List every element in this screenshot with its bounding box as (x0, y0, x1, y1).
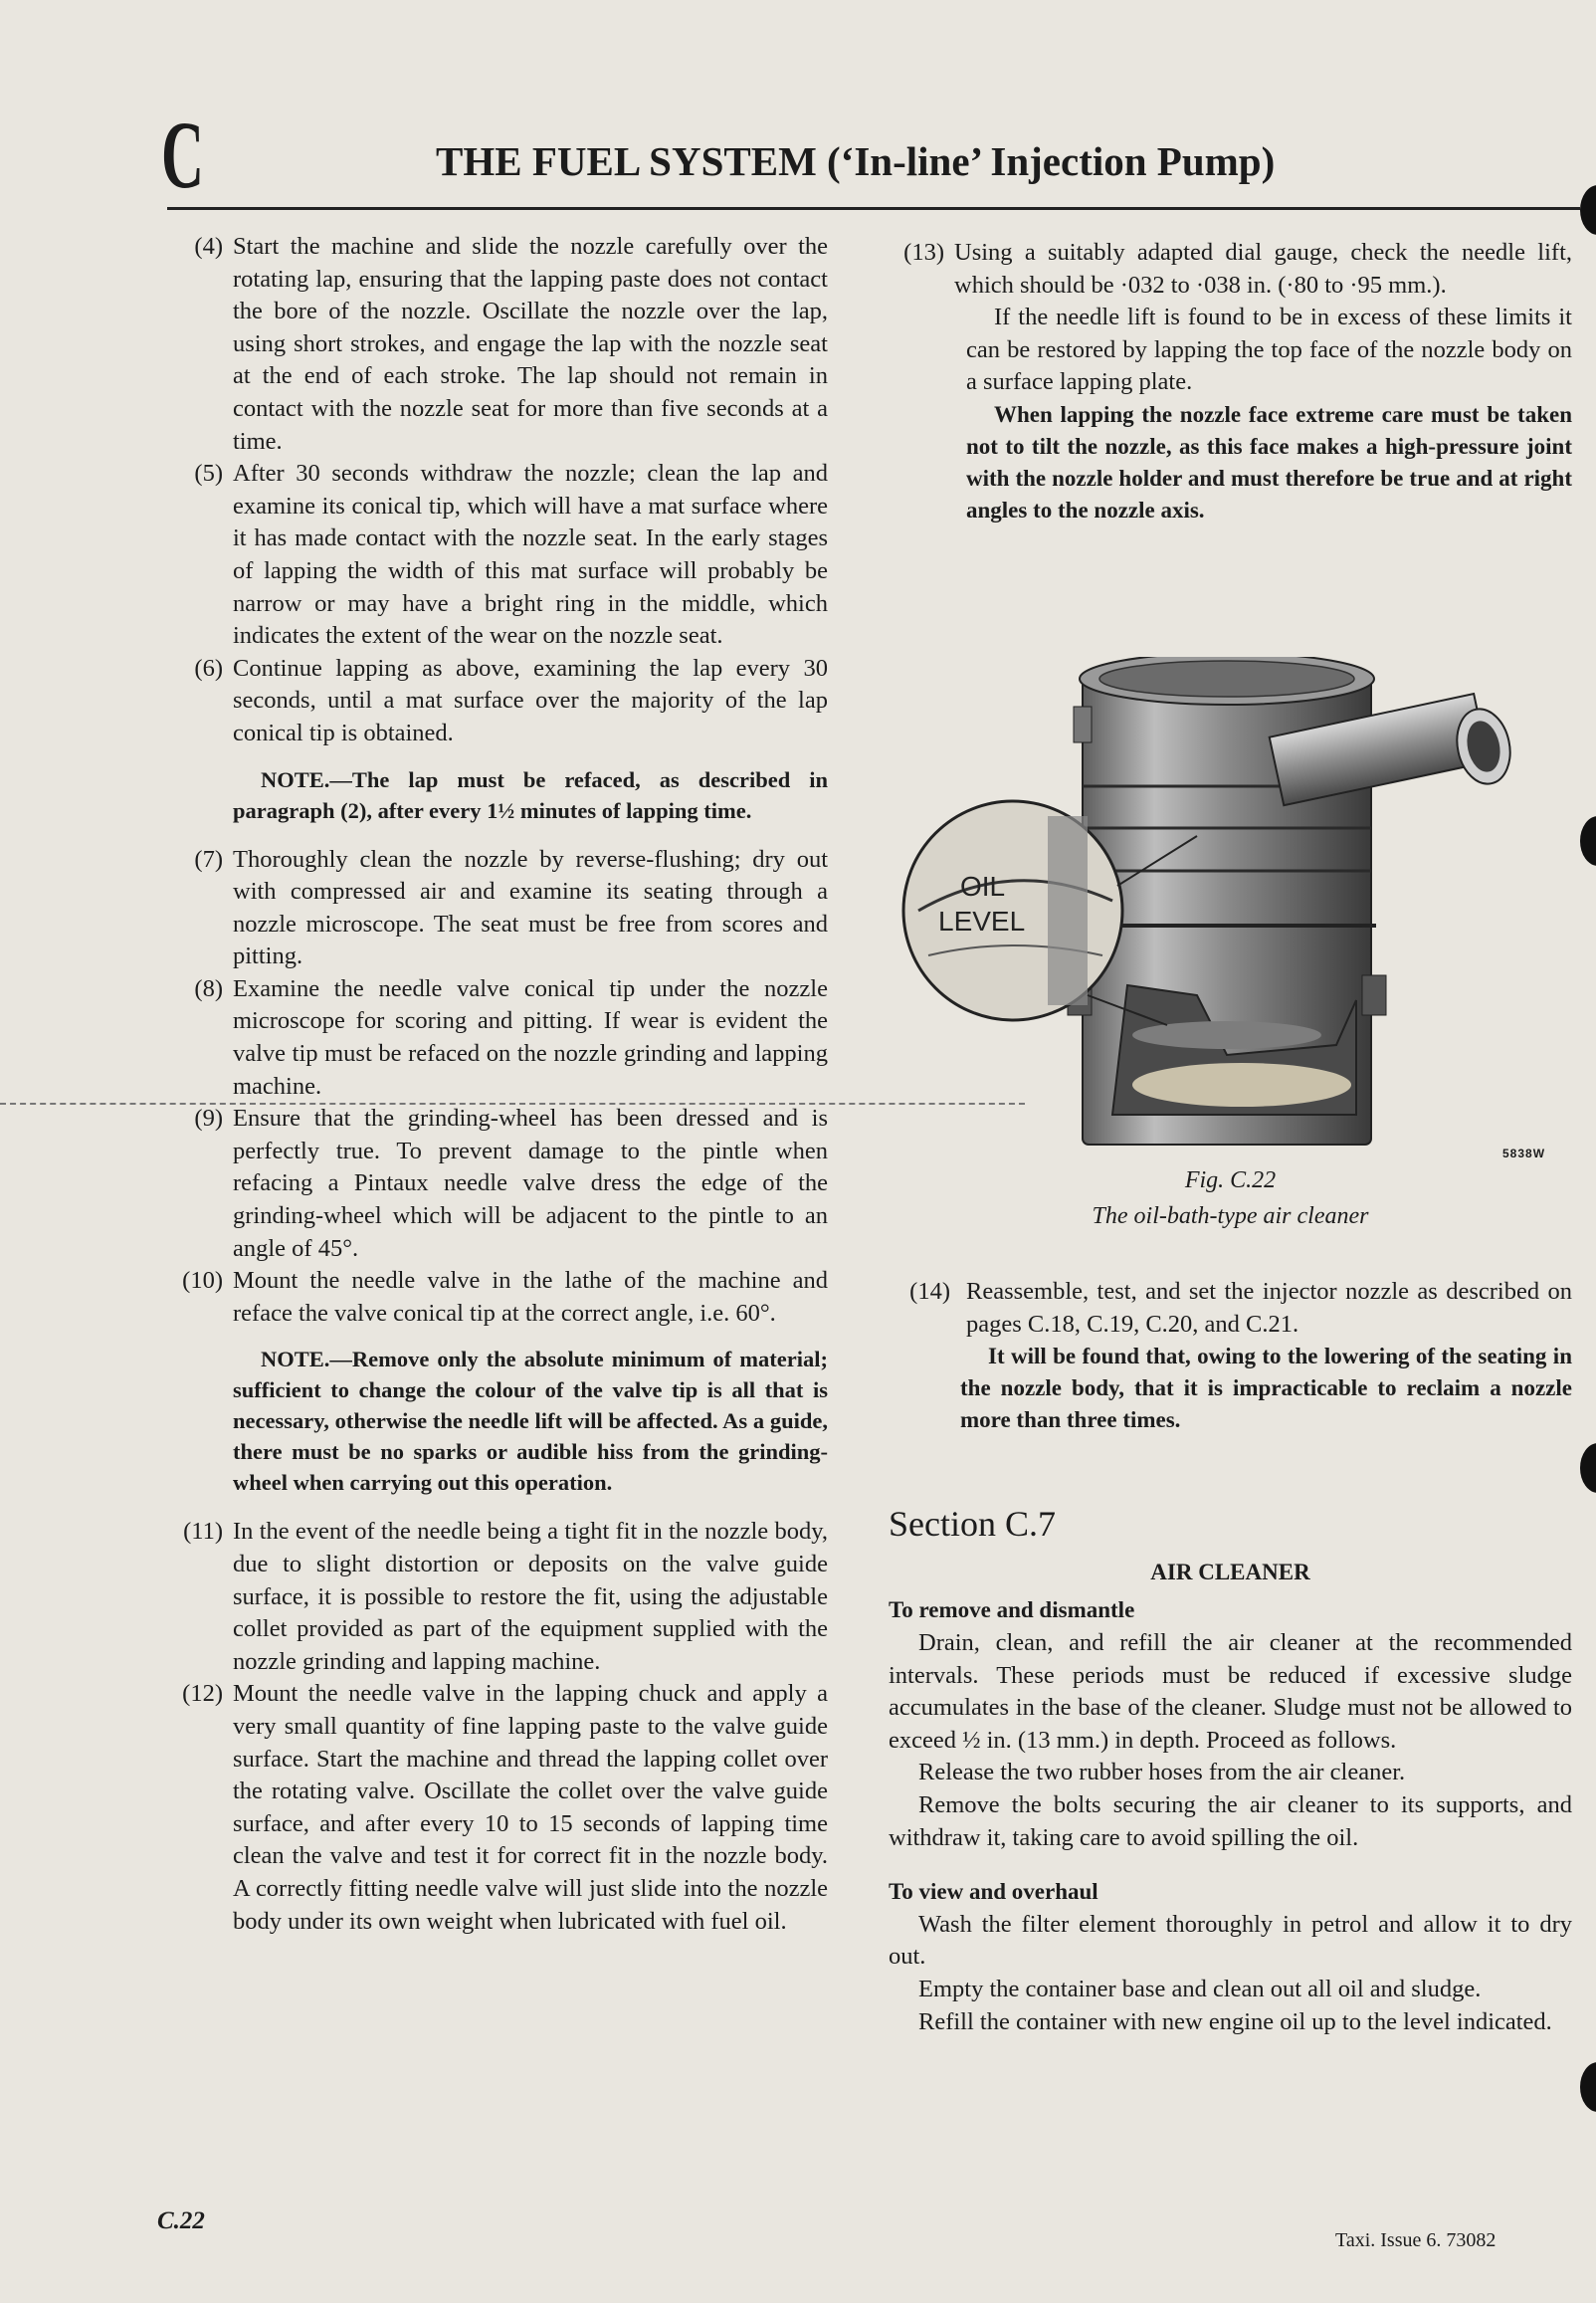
list-item (167, 458, 828, 653)
left-column (167, 231, 828, 1938)
item-text: Examine the needle valve conical tip under the nozzle microscope for scoring and pitting. If wear is evident the valve tip must be refaced on the nozzle grinding and lapping machine. (233, 974, 828, 1100)
paragraph: Refill the container with new engine oil up to the level indicated. (918, 2007, 1552, 2035)
punch-hole (1580, 1443, 1596, 1493)
item-number: (14) (909, 1278, 950, 1305)
air-cleaner-illustration (898, 657, 1565, 1174)
note-text: NOTE.—Remove only the absolute minimum of material; sufficient to change the colour of the valve tip is all that is necessary, otherwise the needle lift will be affected. As a guide, there must be no sparks or audible hiss from the grinding-wheel when carrying out this operation. (233, 1347, 828, 1496)
page-title: THE FUEL SYSTEM (‘In-line’ Injection Pump) (436, 138, 1276, 184)
list-item (167, 1265, 828, 1330)
item-text: After 30 seconds withdraw the nozzle; clean the lap and examine its conical tip, which will have a mat surface where it has made contact with the nozzle seat. In the early stages of lapping the width of this mat surface will probably be narrow or may have a bright ring in the middle, which indicates the extent of the wear on the nozzle seat. (233, 460, 828, 650)
list-item (889, 237, 1572, 302)
item-number: (4) (194, 233, 223, 260)
note (233, 1344, 828, 1498)
paragraph: Remove the bolts securing the air cleaner to its supports, and withdraw it, taking care to avoid spilling the oil. (889, 1790, 1572, 1851)
item-number: (8) (194, 974, 223, 1002)
figure-number: Fig. C.22 (1184, 1167, 1277, 1193)
warning-paragraph: It will be found that, owing to the lowering of the seating in the nozzle body, that it is impracticable to reclaim a nozzle more than three times. (960, 1344, 1572, 1433)
list-item (167, 1678, 828, 1938)
list-item (889, 1276, 1572, 1341)
oil-label: OIL (960, 871, 1006, 902)
item-text: Start the machine and slide the nozzle carefully over the rotating lap, ensuring that the lapping paste does not contact the bore of the nozzle. Oscillate the nozzle over the lap, using short strokes, and engage the lap with the nozzle seat at the end of each stroke. The lap should not remain in contact with the nozzle seat for more than five seconds at a time. (233, 233, 828, 455)
paragraph: Empty the container base and clean out all oil and sludge. (918, 1975, 1482, 2002)
punch-hole (1580, 2062, 1596, 2112)
right-column-top (889, 237, 1572, 526)
list-item (167, 653, 828, 750)
item-number: (5) (194, 460, 223, 488)
header-rule (167, 207, 1580, 210)
figure-code: 5838W (1502, 1147, 1546, 1160)
level-label: LEVEL (938, 906, 1026, 937)
item-number: (6) (194, 654, 223, 682)
section-heading: Section C.7 (889, 1504, 1056, 1545)
figure-title: The oil-bath-type air cleaner (1092, 1203, 1369, 1229)
paragraph: Wash the filter element thoroughly in petrol and allow it to dry out. (889, 1910, 1572, 1971)
list-item (167, 231, 828, 458)
item-number: (7) (194, 845, 223, 873)
section-subtitle: AIR CLEANER (1150, 1559, 1310, 1584)
item-number: (10) (182, 1267, 223, 1295)
item-text: Reassemble, test, and set the injector nozzle as described on pages C.18, C.19, C.20, and C.21. (966, 1278, 1572, 1338)
subheading: To remove and dismantle (889, 1597, 1135, 1623)
item-text: Mount the needle valve in the lapping chuck and apply a very small quantity of fine lapping paste to the valve guide surface. Start the machine and thread the lapping collet over the rotating valve. Oscillate the collet over the valve guide surface, and after every 10 to 15 seconds of lapping time clean the valve and test it for correct fit in the nozzle body. A correctly fitting needle valve will just slide into the nozzle body under its own weight when lubricated with fuel oil. (233, 1680, 828, 1935)
item-text: Ensure that the grinding-wheel has been dressed and is perfectly true. To prevent damage to the pintle when refacing a Pintaux needle valve dress the edge of the grinding-wheel which will be adjacent to the pintle to an angle of 45°. (233, 1105, 828, 1262)
list-item (167, 1103, 828, 1265)
paragraph: Release the two rubber hoses from the air cleaner. (918, 1759, 1406, 1786)
paragraph: Drain, clean, and refill the air cleaner at the recommended intervals. These periods must be reduced if excessive sludge accumulates in the base of the cleaner. Sludge must not be allowed to exceed ½ in. (13 mm.) in depth. Proceed as follows. (889, 1628, 1572, 1754)
section-letter: C (161, 102, 204, 208)
air-cleaner-figure (898, 657, 1565, 1174)
paragraph: If the needle lift is found to be in excess of these limits it can be restored by lapping the top face of the nozzle body on a surface lapping plate. (966, 304, 1572, 396)
right-column-bottom (889, 1276, 1572, 2038)
issue-info: Taxi. Issue 6. 73082 (1335, 2229, 1496, 2251)
warning-paragraph: When lapping the nozzle face extreme care must be taken not to tilt the nozzle, as this face makes a high-pressure joint with the nozzle holder and must therefore be true and at right angles to the nozzle axis. (966, 401, 1572, 523)
list-item (167, 844, 828, 973)
subheading: To view and overhaul (889, 1879, 1098, 1905)
item-number: (12) (182, 1680, 223, 1708)
page-number: C.22 (157, 2207, 205, 2234)
list-item (167, 973, 828, 1103)
punch-hole (1580, 816, 1596, 866)
item-text: Thoroughly clean the nozzle by reverse-flushing; dry out with compressed air and examine its seating through a nozzle microscope. The seat must be free from scores and pitting. (233, 845, 828, 970)
punch-hole (1580, 185, 1596, 235)
figure-caption (889, 1162, 1572, 1234)
list-item (167, 1516, 828, 1678)
note (233, 764, 828, 826)
item-text: Mount the needle valve in the lathe of the machine and reface the valve conical tip at the correct angle, i.e. 60°. (233, 1267, 828, 1327)
item-text: Using a suitably adapted dial gauge, check the needle lift, which should be ·032 to ·038 in. (·80 to ·95 mm.). (954, 239, 1572, 299)
item-number: (9) (194, 1105, 223, 1133)
item-number: (13) (903, 239, 944, 266)
item-number: (11) (183, 1518, 223, 1546)
note-text: NOTE.—The lap must be refaced, as described in paragraph (2), after every 1½ minutes of lapping time. (233, 766, 828, 823)
item-text: In the event of the needle being a tight fit in the nozzle body, due to slight distortion or deposits on the valve guide surface, it is possible to restore the fit, using the adjustable collet provided as part of the equipment supplied with the nozzle grinding and lapping machine. (233, 1518, 828, 1675)
item-text: Continue lapping as above, examining the lap every 30 seconds, until a mat surface over the majority of the lap conical tip is obtained. (233, 654, 828, 746)
